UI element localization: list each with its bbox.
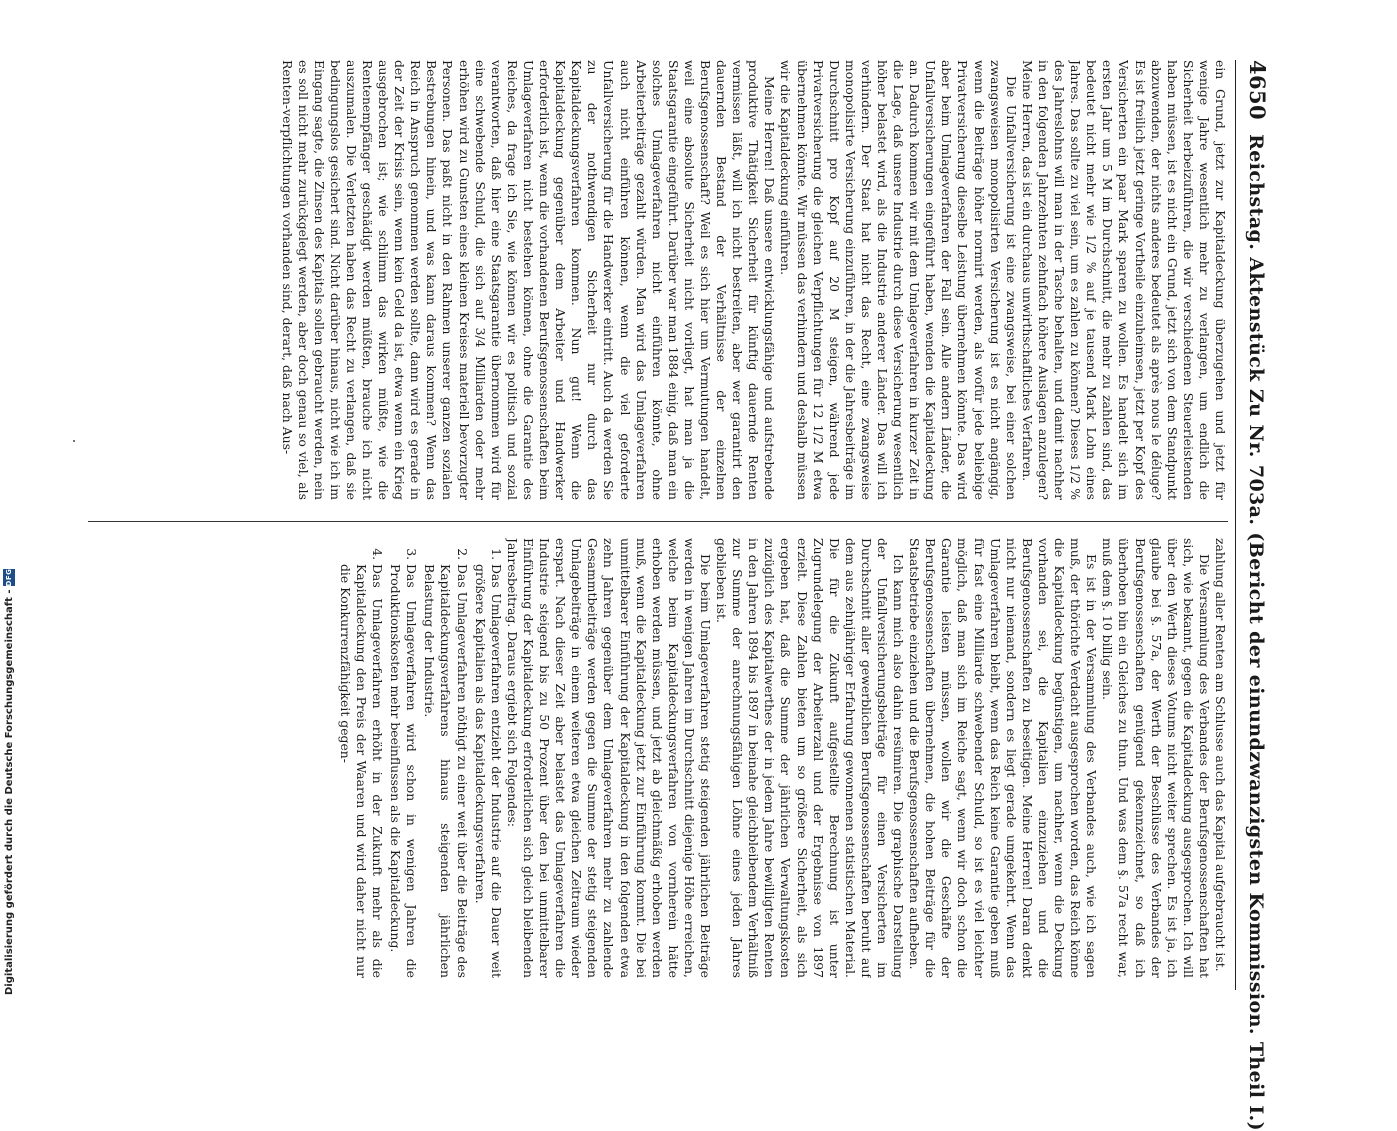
paragraph: Die Unfallversicherung ist eine zwangsweise, bei einer solchen zwangsweisen monopolisirten Versicherung ist es nicht angängig, wenn die Beiträge höher normirt werden, als wofür jede beliebige Privatversicherung dieselbe Leistung übernehmen könnte. Das wird aber beim Umlageverfahren der Fall sein. Alle andern Länder, die Unfallversicherungen eingeführt haben, wenden die Kapitaldeckung an. Dadurch kommen wir mit dem Umlageverfahren in kurzer Zeit in die Lage, daß unsere Industrie durch diese Versicherung wesentlich höher belastet wird, als die Industrie anderer Länder. Das will ich verhindern. Der Staat hat nicht das Recht, eine zwangsweise monopolisirte Versicherung einzuführen, in der die Jahresbeiträge im Durchschnitt pro Kopf auf 20 M steigen, während jede Privatversicherung die gleichen Verpflichtungen für 12 1/2 M etwa übernehmen könnte. Wir müssen das verhindern und deshalb müssen wir die Kapitaldeckung einführen.	[778, 60, 1019, 500]
header-rule	[1235, 60, 1236, 990]
right-column	[88, 538, 1228, 978]
page-header	[1238, 60, 1270, 1131]
digitization-credit	[2, 568, 16, 995]
conclusions-list	[337, 538, 504, 978]
paragraph: Es ist in der Versammlung des Verbandes auch, wie ich sagen muß, der thörichte Verdacht ausgesprochen worden, das Reich könne die Kapitaldeckung begünstigen, um nachher, wenn die Deckung vorhanden sei, die Kapitalien einzuziehen und die Berufsgenossenschaften zu beseitigen. Meine Herren! Daran denkt nicht nur niemand, sondern es liegt gerade umgekehrt. Wenn das Umlageverfahren bleibt, wenn das Reich keine Garantie geben muß für fast eine Milliarde schwebender Schuld, so ist es viel leichter möglich, daß man sich im Reiche sagt, wenn wir doch schon die Garantie leisten müssen, wollen wir die Geschäfte der Berufsgenossenschaften übernehmen, die hohen Beiträge für die Staatsbetriebe einziehen und die Berufsgenossenschaften aufheben.	[907, 538, 1100, 978]
left-column	[88, 60, 1228, 500]
paragraph: Ich kann mich also dahin resümiren. Die graphische Darstellung der Unfallversicherungsbeiträge für einen Versicherten im Durchschnitt aller gewerblichen Berufsgenossenschaften beruht auf dem aus zehnjähriger Erfahrung gewonnenen statistischen Material. Die für die Zukunft aufgestellte Berechnung ist unter Zugrundelegung der Arbeiterzahl und der Ergebnisse von 1897 erzielt. Diese Zahlen bieten um so größere Sicherheit, als sich ergeben hat, daß die Summe der jährlichen Verwaltungskosten zuzüglich des Kapitalwerthes der in jedem Jahre bewilligten Renten in den Jahren 1894 bis 1897 in beinahe gleichbleibendem Verhältniß zur Summe der anrechnungsfähigen Löhne eines jeden Jahres geblieben ist.	[714, 538, 907, 978]
running-title: Reichstag. Aktenstück Zu Nr. 703a. (Bericht der einundzwanzigsten Kommission. Theil I.)	[1245, 134, 1267, 1131]
paragraph: Die beim Umlageverfahren stetig steigenden jährlichen Beiträge werden in wenigen Jahren im Durchschnitt diejenige Höhe erreichen, welche beim Kapitaldeckungsverfahren von vornherein hätte erhoben werden müssen, und jetzt ab gleichmäßig erhoben werden muß, wenn die Kapitaldeckung jetzt zur Einführung kommt. Die bei unmittelbarer Einführung der Kapitaldeckung in den folgenden etwa zehn Jahren gegenüber dem Umlageverfahren mehr zu zahlende Gesammtbeiträge werden gegen die Summe der stetig steigenden Umlagebeiträge in einem weiteren etwa gleichen Zeitraum wieder erspart. Nach dieser Zeit aber belastet das Umlageverfahren die Industrie steigend bis zu 50 Prozent über den bei unmittelbarer Einführung der Kapitaldeckung erforderlichen sich gleich bleibenden Jahresbeitrag. Daraus ergiebt sich Folgendes:	[504, 538, 713, 978]
paragraph: Die Versammlung des Verbandes der Berufsgenossenschaften hat sich, wie bekannt, gegen die Kapitaldeckung ausgesprochen. Ich will über den Werth dieses Votums nicht weiter sprechen. Es ist ja, ich glaube bei §. 57a, der Werth der Beschlüsse des Verbandes der Berufsgenossenschaften genügend gekennzeichnet, so daß ich überhoben bin ein Gleiches zu thun. Und was dem §. 57a recht war, muß dem §. 10 billig sein.	[1100, 538, 1212, 978]
list-item: 3. Das Umlageverfahren wird schon in wenigen Jahren die Produktionskosten mehr beeinflussen als die Kapitaldeckung.	[387, 564, 419, 978]
column-divider	[88, 521, 1228, 522]
list-item: 2. Das Umlageverfahren nöthigt zu einer weit über die Beiträge des Kapitaldeckungsverfahrens hinaus steigenden jährlichen Belastung der Industrie.	[421, 564, 469, 978]
scanned-page	[80, 60, 1270, 1131]
scan-speck	[73, 440, 75, 442]
list-item: 1. Das Umlageverfahren entzieht der Industrie auf die Dauer weit größere Kapitalien als das Kapitaldeckungsverfahren.	[472, 564, 504, 978]
paragraph: ein Grund, jetzt zur Kapitaldeckung überzugehen und jetzt für wenige Jahre wesentlich mehr zu verlangen, um endlich die Sicherheit herbeizuführen, die wir verschiedenen Steuerleistenden haben müssen, ist es nicht ein Grund, jetzt sich von dem Standpunkt abzuwenden, der nichts anderes bedeutet als après nous le déluge? Es ist freilich jetzt geringe Vortheile einzuheimsen, jetzt per Kopf des Versicherten ein paar Mark sparen zu wollen. Es handelt sich im ersten Jahr um 5 M im Durchschnitt, die mehr zu zahlen sind, das bedeutet nicht mehr wie 1/2 % auf je tausend Mark Lohn eines Jahres. Das sollte zu viel sein, um es zahlen zu können? Dieses 1/2 % des Jahreslohns will man in der Tasche behalten, und damit nachher in den folgenden Jahrzehnten zehnfach höhere Auslagen anzulegen? Meine Herren, das ist ein durchaus unwirthschaftliches Verfahren.	[1019, 60, 1228, 500]
list-item: 4. Das Umlageverfahren erhöht in der Zukunft mehr als die Kapitaldeckung den Preis der Waaren und wird daher nicht nur die Konkurrenzfähigkeit gegen-	[337, 564, 385, 978]
credit-text: Digitalisierung gefördert durch die Deutsche Forschungsgemeinschaft -	[3, 589, 15, 995]
paragraph: Meine Herren! Daß unsere entwicklungsfähige und aufstrebende produktive Thätigkeit Sicherheit für künftig dauernde Renten vermissen läßt, will ich nicht bestreiten, aber wer garantirt den dauernden Bestand der Verhältnisse der einzelnen Berufsgenossenschaft? Weil es sich hier um Vermutungen handelt, weil eine absolute Sicherheit nicht vorliegt, hat man ja die Staatsgarantie eingeführt. Darüber war man 1884 einig, daß man ein solches Umlageverfahren nicht einführen könnte, ohne Arbeiterbeiträge gezahlt würden. Man wird das Umlageverfahren auch nicht einführen können, wenn die viel geforderte Unfallversicherung für die Handwerker eintritt. Auch da werden Sie zu der nothwendigen Sicherheit nur durch das Kapitaldeckungsverfahren kommen. Nun gut! Wenn die Kapitaldeckung gegenüber dem Arbeiter und Handwerker erforderlich ist, wenn die vorhandenen Berufsgenossenschaften beim Umlageverfahren nicht bestehen können, ohne die Garantie des Reiches, da frage ich Sie, wie können wir es politisch und sozial verantworten, daß hier eine Staatsgarantie übernommen wird für eine schwebende Schuld, die sich auf 3/4 Milliarden oder mehr erhöhen wird zu Gunsten eines kleinen Kreises materiell bevorzugter Personen. Das paßt nicht in den Rahmen unserer ganzen sozialen Bestrebungen hinein, und was kann daraus kommen? Wenn das Reich in Anspruch genommen werden sollte, dann wird es gerade in der Zeit der Krisis sein, wenn kein Geld da ist, etwa wenn ein Krieg ausgebrochen ist; wie schlimm das wirken müßte, wie die Rentenempfänger geschädigt werden müßten, brauche ich nicht auszumalen. Die Verletzten haben das Recht zu verlangen, daß sie bedingungslos gesichert sind. Nicht darüber hinaus, nicht wie ich im Eingang sagte, die Zinsen des Kapitals sollen gebraucht werden, nein es soll nicht mehr zurückgelegt werden, aber doch genau so viel, als Renten-verpflichtungen vorhanden sind, derart, daß nach Aus-	[279, 60, 778, 500]
paragraph: zahlung aller Renten am Schlusse auch das Kapital aufgebraucht ist.	[1213, 538, 1228, 972]
page-number: 4650	[1245, 60, 1270, 121]
dfg-logo-icon: DFG	[5, 568, 13, 587]
